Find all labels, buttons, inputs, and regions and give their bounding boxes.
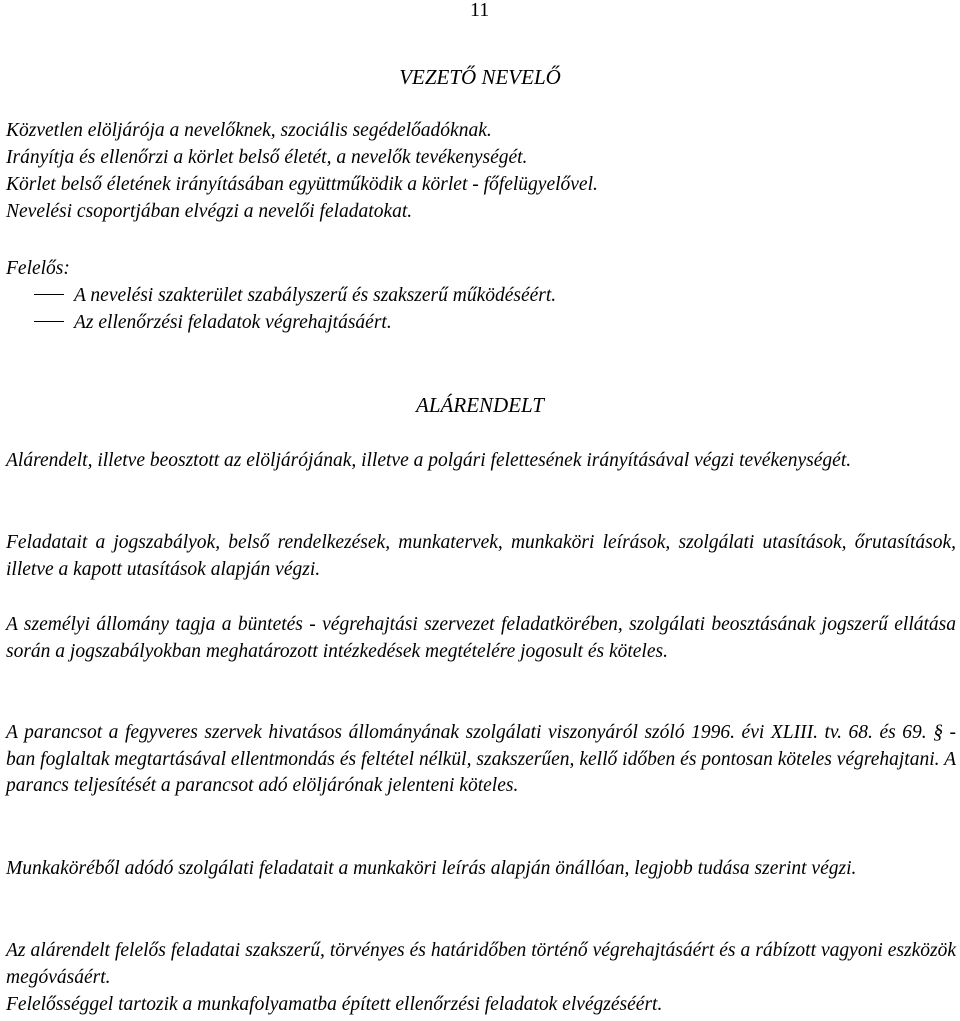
responsible-item-text: Az ellenőrzési feladatok végrehajtásáért. — [74, 312, 392, 333]
text-line: Nevelési csoportjában elvégzi a nevelői feladatokat. — [6, 201, 413, 222]
final-line: Felelősséggel tartozik a munkafolyamatba épített ellenőrzési feladatok elvégzéséért. — [6, 994, 663, 1015]
text-line: Irányítja és ellenőrzi a körlet belső életét, a nevelők tevékenységét. — [6, 147, 528, 168]
text-line: Körlet belső életének irányításában együttműködik a körlet - főfelügyelővel. — [6, 174, 598, 195]
paragraph: A parancsot a fegyveres szervek hivatásos állományának szolgálati viszonyáról szóló 1996. évi XLIII. tv. 68. és 69. § - ban foglaltak megtartásával ellentmondás és feltétel nélkül, szakszerűen, kellő időben és pontosan köteles végrehajtani. A parancs teljesítését a parancsot adó elöljárónak jelenteni köteles. — [6, 722, 956, 796]
responsible-item — [34, 283, 556, 309]
responsible-item — [34, 310, 392, 336]
page-number: 11 — [470, 0, 490, 21]
paragraph: Munkaköréből adódó szolgálati feladatait a munkaköri leírás alapján önállóan, legjobb tudása szerint végzi. — [6, 858, 857, 879]
paragraph: Feladatait a jogszabályok, belső rendelkezések, munkatervek, munkaköri leírások, szolgálati utasítások, őrutasítások, illetve a kapott utasítások alapján végzi. — [6, 532, 956, 580]
paragraph: A személyi állomány tagja a büntetés - végrehajtási szervezet feladatkörében, szolgálati beosztásának jogszerű ellátása során a jogszabályokban meghatározott intézkedések megtételére jogosult és köteles. — [6, 614, 956, 662]
dash-bullet — [34, 294, 64, 296]
paragraph: Alárendelt, illetve beosztott az elöljárójának, illetve a polgári felettesének irányításával végzi tevékenységét. — [6, 450, 852, 471]
section-title-vezeto-nevelo: VEZETŐ NEVELŐ — [399, 65, 561, 89]
section-title-alarendelt: ALÁRENDELT — [416, 393, 544, 417]
paragraph: Az alárendelt felelős feladatai szakszerű, törvényes és határidőben történő végrehajtásáért és a rábízott vagyoni eszközök megóvásáért. — [6, 940, 956, 988]
responsible-item-text: A nevelési szakterület szabályszerű és szakszerű működéséért. — [74, 285, 557, 306]
text-line: Közvetlen elöljárója a nevelőknek, szociális segédelőadóknak. — [6, 120, 492, 141]
dash-bullet — [34, 321, 64, 323]
responsible-label: Felelős: — [6, 258, 70, 279]
